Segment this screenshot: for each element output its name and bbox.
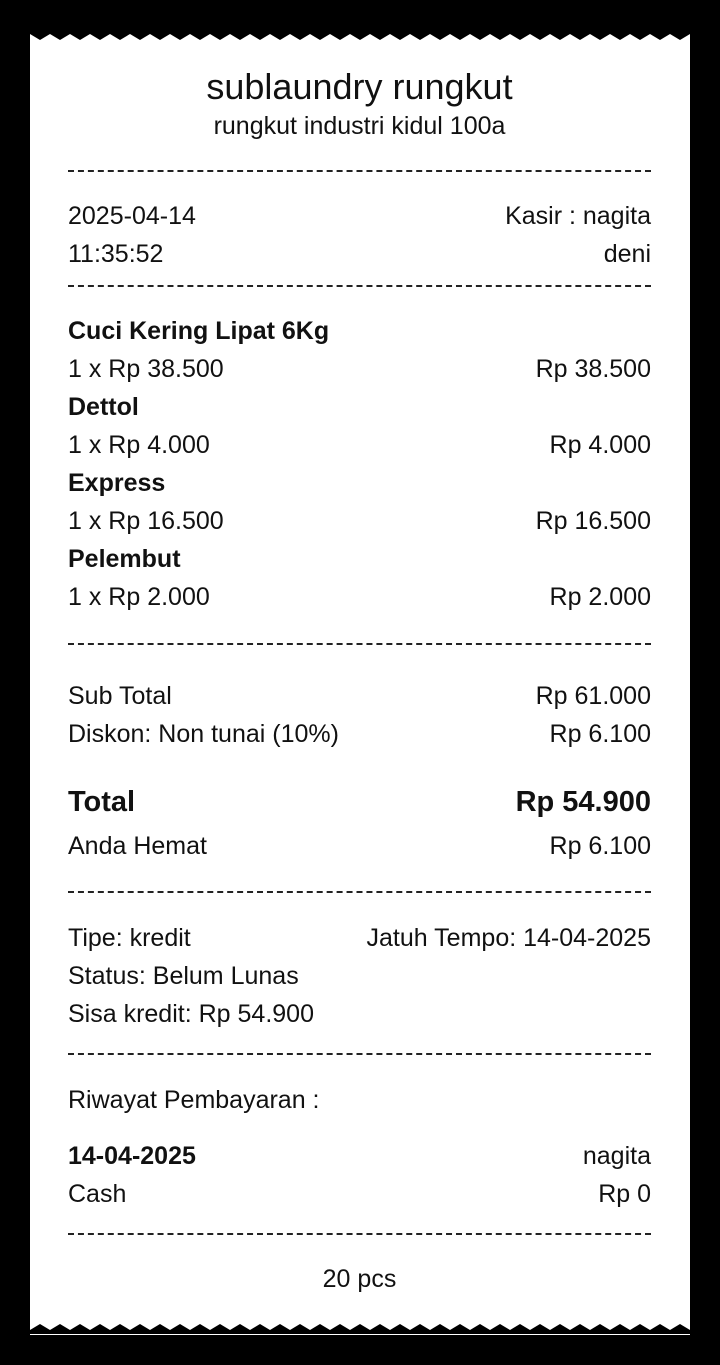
payment-status: Status: Belum Lunas	[68, 962, 299, 990]
item-row	[68, 426, 651, 464]
store-address: rungkut industri kidul 100a	[213, 112, 506, 140]
history-date: 14-04-2025	[68, 1142, 196, 1170]
item-name: Pelembut	[68, 545, 181, 573]
divider	[68, 643, 651, 645]
zigzag-bottom-edge	[30, 1320, 690, 1334]
item-qty-price: 1 x Rp 38.500	[68, 355, 224, 383]
item-name: Cuci Kering Lipat 6Kg	[68, 317, 330, 345]
receipt-time: 11:35:52	[68, 240, 164, 268]
item-name: Dettol	[68, 393, 139, 421]
item-row	[68, 502, 651, 540]
subtotal-label: Sub Total	[68, 682, 172, 710]
item-amount: Rp 38.500	[535, 355, 651, 383]
item-qty-price: 1 x Rp 4.000	[68, 431, 210, 459]
store-name: sublaundry rungkut	[206, 66, 513, 107]
item-amount: Rp 4.000	[549, 431, 651, 459]
payment-type: Tipe: kredit	[68, 924, 191, 952]
item-name: Express	[68, 469, 166, 497]
item-amount: Rp 2.000	[549, 583, 651, 611]
divider	[68, 170, 651, 172]
receipt-date: 2025-04-14	[68, 202, 196, 230]
pieces-count: 20 pcs	[322, 1265, 397, 1293]
history-entry	[68, 1137, 651, 1213]
saved-label: Anda Hemat	[68, 832, 207, 860]
total-value: Rp 54.900	[515, 786, 651, 818]
item-qty-price: 1 x Rp 2.000	[68, 583, 210, 611]
item-qty-price: 1 x Rp 16.500	[68, 507, 224, 535]
discount-label: Diskon: Non tunai (10%)	[68, 720, 339, 748]
item-list	[68, 312, 651, 616]
history-user: nagita	[582, 1142, 651, 1170]
item-amount: Rp 16.500	[535, 507, 651, 535]
receipt	[30, 30, 690, 1335]
history-label: Riwayat Pembayaran :	[68, 1086, 320, 1114]
item-row	[68, 350, 651, 388]
cashier: Kasir : nagita	[505, 202, 651, 230]
subtotal-value: Rp 61.000	[535, 682, 651, 710]
payment-info	[68, 919, 651, 1033]
total-label: Total	[68, 786, 136, 818]
zigzag-top-edge	[30, 30, 690, 44]
divider	[68, 285, 651, 287]
summary	[68, 677, 651, 753]
discount-value: Rp 6.100	[549, 720, 651, 748]
customer-name: deni	[603, 240, 651, 268]
history-method: Cash	[68, 1180, 127, 1208]
due-date: Jatuh Tempo: 14-04-2025	[366, 924, 651, 952]
divider	[68, 891, 651, 893]
receipt-meta	[68, 197, 651, 273]
divider	[68, 1053, 651, 1055]
payment-history	[68, 1081, 651, 1119]
item-row	[68, 578, 651, 616]
history-amount: Rp 0	[598, 1180, 651, 1208]
remaining-credit: Sisa kredit: Rp 54.900	[68, 1000, 314, 1028]
saved-value: Rp 6.100	[549, 832, 651, 860]
divider	[68, 1233, 651, 1235]
